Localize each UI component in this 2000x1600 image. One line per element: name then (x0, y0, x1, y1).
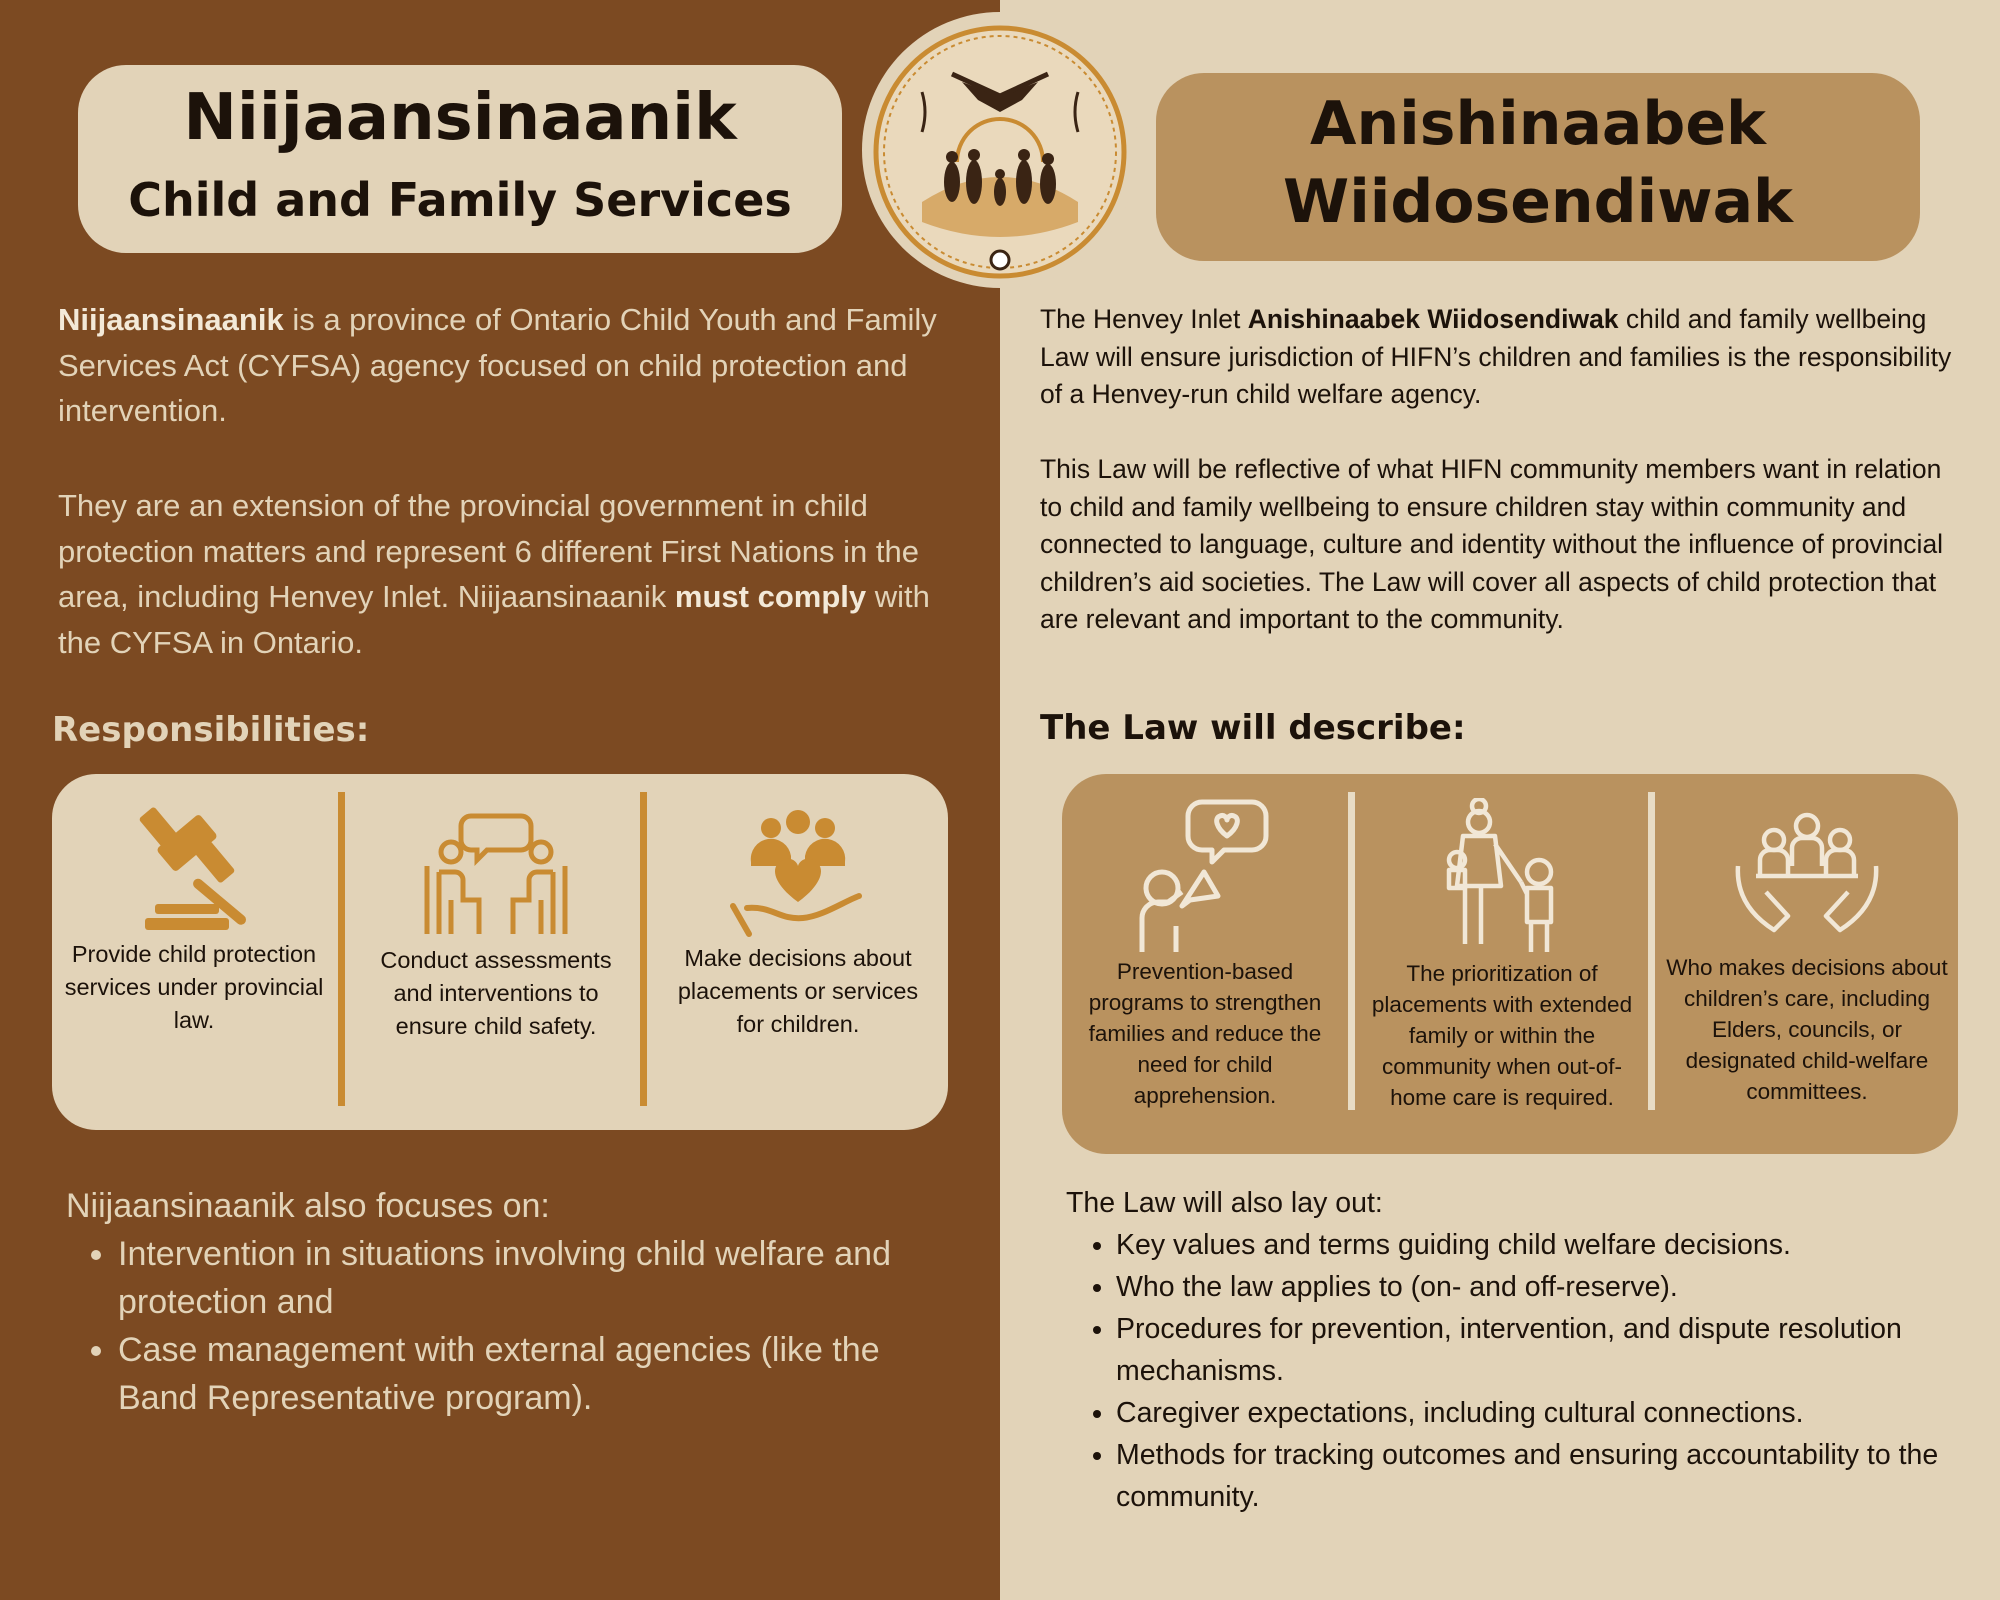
right-law-paragraph: This Law will be reflective of what HIFN community members want in relation to child and family wellbeing to ensure children stay within community and connected to language, culture and identity without the influence of provincial children’s aid societies. The Law will cover all aspects of child protection that are relevant and important to the community. (1040, 454, 1944, 634)
right-intro-part1: The Henvey Inlet (1040, 304, 1248, 334)
law-describe-item (1662, 806, 1952, 1107)
conversation-icon (421, 810, 571, 938)
family-icon (1427, 798, 1577, 958)
law-describe-caption: The prioritization of placements with extended family or within the community when out-of-home care is required. (1371, 961, 1633, 1110)
list-item: • Who the law applies to (on- and off-reserve). (1116, 1266, 1966, 1308)
list-item: • Methods for tracking outcomes and ensuring accountability to the community. (1116, 1434, 1966, 1518)
card-divider (1348, 792, 1355, 1110)
law-layout-section (1066, 1182, 1966, 1518)
left-focus-list (66, 1230, 946, 1422)
list-item: • Caregiver expectations, including cultural connections. (1116, 1392, 1966, 1434)
left-extension-paragraph (58, 483, 958, 665)
left-intro-paragraph (58, 297, 958, 434)
law-layout-list (1066, 1224, 1966, 1518)
list-item: • Case management with external agencies (like the Band Representative program). (118, 1326, 946, 1422)
responsibility-item (668, 810, 928, 1041)
responsibilities-card (52, 774, 948, 1130)
left-focus-intro: Niijaansinaanik also focuses on: (66, 1187, 550, 1225)
law-describe-item (1362, 798, 1642, 1113)
community-hands-icon (1732, 806, 1882, 946)
left-title-main: Niijaansinaanik (183, 81, 737, 155)
card-divider (338, 792, 345, 1106)
card-divider (1648, 792, 1655, 1110)
responsibility-item (368, 810, 624, 1043)
law-describe-caption: Prevention-based programs to strengthen families and reduce the need for child apprehension. (1088, 959, 1322, 1108)
left-title-pill (78, 65, 842, 253)
eagle-community-seal-icon (862, 12, 1138, 288)
law-describe-caption: Who makes decisions about children’s care, including Elders, councils, or designated child-welfare committees. (1666, 955, 1948, 1104)
responsibility-caption: Provide child protection services under provincial law. (64, 941, 324, 1033)
left-title-sub: Child and Family Services (128, 173, 792, 227)
responsibility-caption: Conduct assessments and interventions to ensure child safety. (380, 947, 612, 1039)
law-describe-card (1062, 774, 1958, 1154)
left-extension-part2: with the CYFSA in Ontario. (58, 579, 930, 660)
care-hand-icon (723, 810, 873, 942)
law-describe-heading: The Law will describe: (1040, 708, 1466, 748)
left-focus-section (66, 1182, 946, 1422)
megaphone-heart-icon (1130, 796, 1280, 956)
list-item: • Intervention in situations involving child welfare and protection and (118, 1230, 946, 1326)
law-describe-item (1068, 796, 1342, 1111)
responsibilities-heading: Responsibilities: (52, 710, 370, 750)
right-intro-part2: child and family wellbeing Law will ensure jurisdiction of HIFN’s children and families is the responsibility of a Henvey-run child welfare agency. (1040, 304, 1952, 409)
right-title-line2: Wiidosendiwak (1283, 167, 1793, 237)
list-item: • Procedures for prevention, intervention, and dispute resolution mechanisms. (1116, 1308, 1966, 1392)
left-extension-part1: They are an extension of the provincial government in child protection matters and represent 6 different First Nations in the area, including Henvey Inlet. Niijaansinaanik (58, 488, 919, 614)
left-intro-rest: is a province of Ontario Child Youth and Family Services Act (CYFSA) agency focused on child protection and intervention. (58, 302, 937, 428)
right-title-pill (1156, 73, 1920, 261)
right-intro-paragraph (1040, 301, 1960, 414)
responsibility-caption: Make decisions about placements or services for children. (677, 945, 919, 1037)
law-layout-intro: The Law will also lay out: (1066, 1187, 1383, 1219)
list-item: • Key values and terms guiding child welfare decisions. (1116, 1224, 1966, 1266)
gavel-icon (119, 798, 269, 938)
responsibility-item (64, 798, 324, 1037)
left-intro-bold: Niijaansinaanik (58, 302, 284, 337)
left-extension-bold: must comply (674, 579, 867, 614)
right-intro-bold: Anishinaabek Wiidosendiwak (1247, 304, 1619, 334)
right-title-line1: Anishinaabek (1310, 89, 1766, 159)
card-divider (640, 792, 647, 1106)
